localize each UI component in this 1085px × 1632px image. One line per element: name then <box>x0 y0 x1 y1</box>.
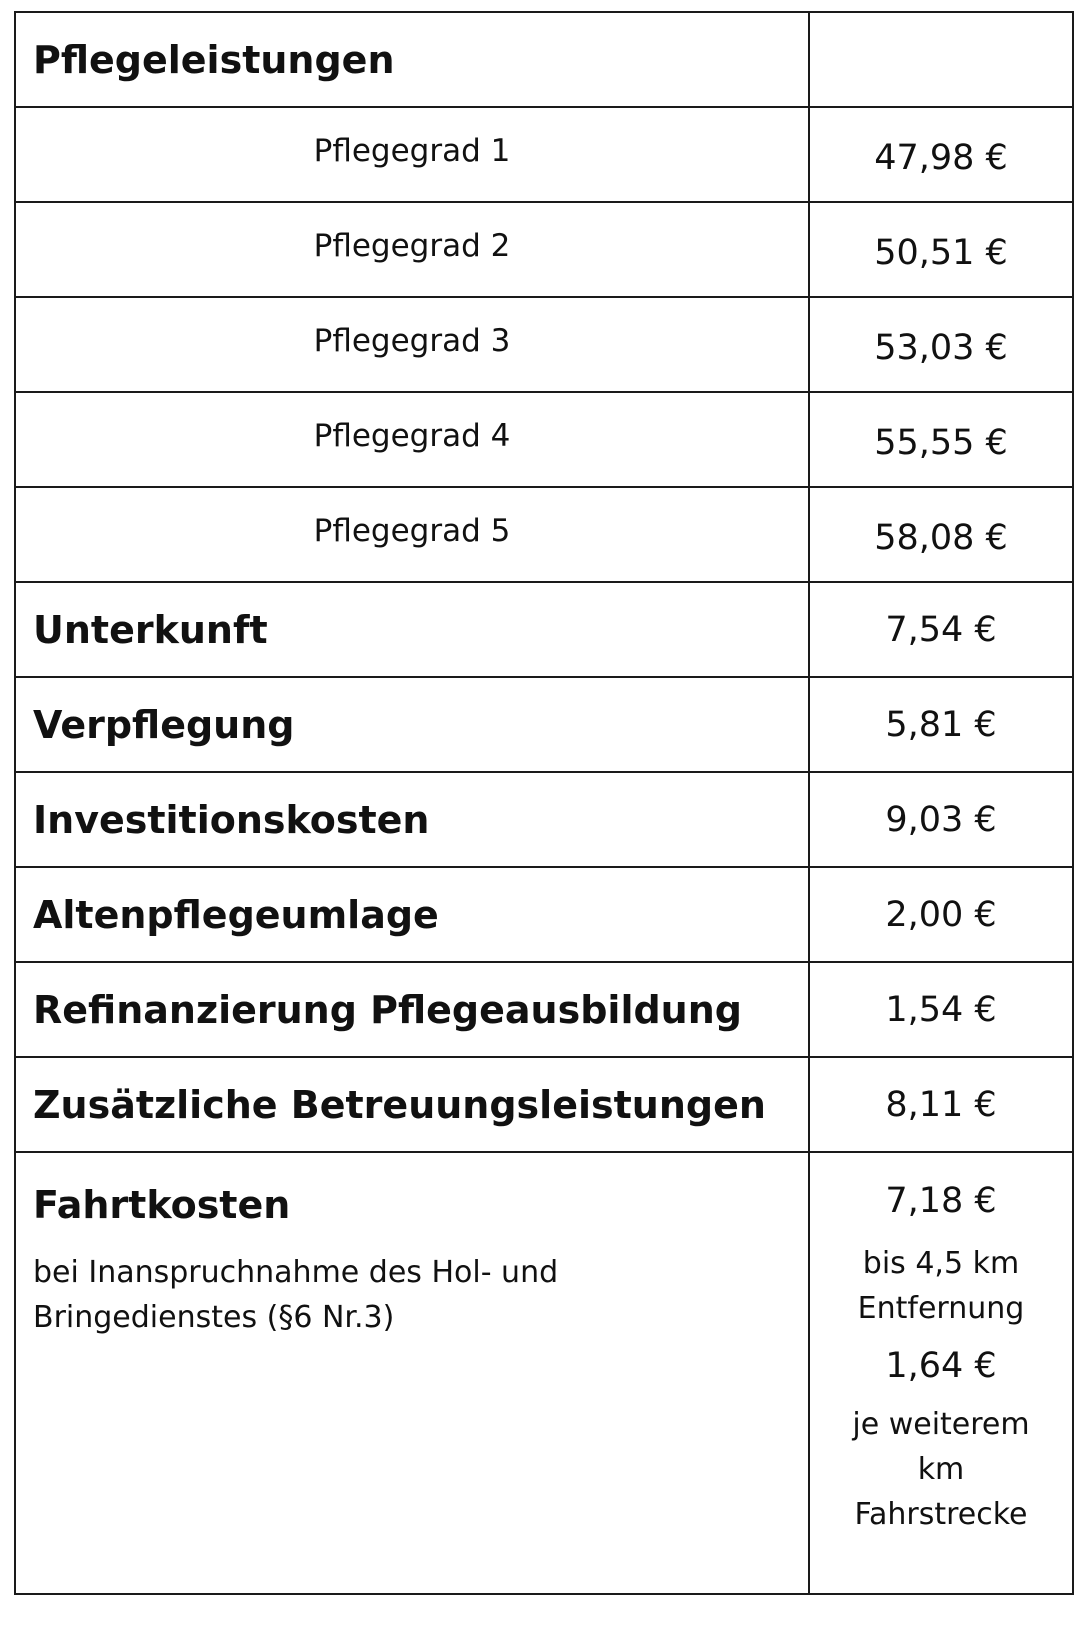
table-row <box>15 582 1073 677</box>
table-row <box>15 1057 1073 1152</box>
care-level-price: 58,08 € <box>809 487 1073 582</box>
header-value-empty <box>809 12 1073 107</box>
item-label: Investitionskosten <box>15 772 809 867</box>
item-label: Unterkunft <box>15 582 809 677</box>
table-row-header <box>15 12 1073 107</box>
section-heading-pflegeleistungen: Pflegeleistungen <box>15 12 809 107</box>
travel-value-cell <box>809 1152 1073 1594</box>
travel-base-note: bis 4,5 km Entfernung <box>857 1246 1025 1326</box>
table-row <box>15 962 1073 1057</box>
care-level-price: 53,03 € <box>809 297 1073 392</box>
care-level-label: Pflegegrad 2 <box>15 202 809 297</box>
care-level-price: 55,55 € <box>809 392 1073 487</box>
item-label: Zusätzliche Betreuungsleistungen <box>15 1057 809 1152</box>
table-row <box>15 772 1073 867</box>
table-row <box>15 867 1073 962</box>
item-label: Refinanzierung Pflegeausbildung <box>15 962 809 1057</box>
item-price: 5,81 € <box>809 677 1073 772</box>
table-row <box>15 107 1073 202</box>
item-label: Verpflegung <box>15 677 809 772</box>
travel-label-cell <box>15 1152 809 1594</box>
care-level-label: Pflegegrad 4 <box>15 392 809 487</box>
travel-title: Fahrtkosten <box>33 1183 291 1227</box>
table-row <box>15 487 1073 582</box>
care-level-price: 50,51 € <box>809 202 1073 297</box>
item-price: 7,54 € <box>809 582 1073 677</box>
table-row <box>15 392 1073 487</box>
item-price: 1,54 € <box>809 962 1073 1057</box>
item-price: 8,11 € <box>809 1057 1073 1152</box>
item-price: 9,03 € <box>809 772 1073 867</box>
care-level-label: Pflegegrad 3 <box>15 297 809 392</box>
table-row <box>15 297 1073 392</box>
table-row <box>15 677 1073 772</box>
travel-extra-price: 1,64 € <box>885 1346 997 1386</box>
price-table <box>14 11 1074 1595</box>
care-level-label: Pflegegrad 5 <box>15 487 809 582</box>
item-price: 2,00 € <box>809 867 1073 962</box>
travel-extra-note: je weiterem km Fahrstrecke <box>852 1407 1030 1532</box>
care-level-label: Pflegegrad 1 <box>15 107 809 202</box>
table-row-travel <box>15 1152 1073 1594</box>
table-row <box>15 202 1073 297</box>
care-level-price: 47,98 € <box>809 107 1073 202</box>
travel-base-price: 7,18 € <box>885 1181 997 1221</box>
item-label: Altenpflegeumlage <box>15 867 809 962</box>
travel-note: bei Inanspruchnahme des Hol- und Bringedienstes (§6 Nr.3) <box>33 1255 559 1335</box>
